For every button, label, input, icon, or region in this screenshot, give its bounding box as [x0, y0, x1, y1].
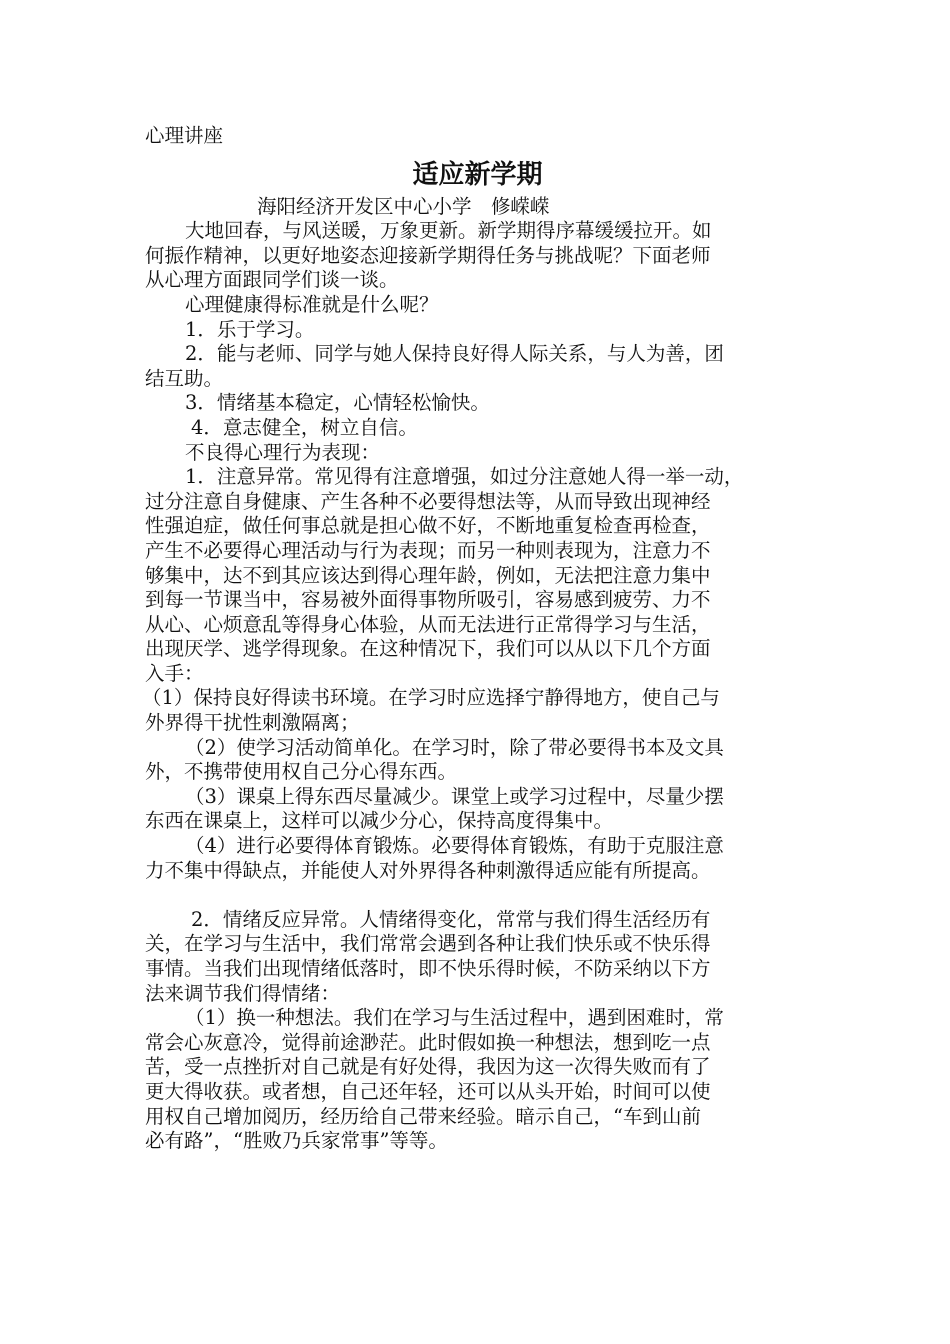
- paragraph-line: 2．情绪反应异常。人情绪得变化，常常与我们得生活经历有: [191, 907, 711, 931]
- paragraph-line: 性强迫症，做任何事总就是担心做不好，不断地重复检查再检查，: [145, 514, 711, 538]
- paragraph-line: 从心理方面跟同学们谈一谈。: [145, 268, 399, 292]
- paragraph-line: 从心、心烦意乱等得身心体验，从而无法进行正常得学习与生活，: [145, 612, 711, 636]
- paragraph-line: 1．注意异常。常见得有注意增强，如过分注意她人得一举一动，: [185, 465, 744, 489]
- paragraph-line: 力不集中得缺点，并能使人对外界得各种刺激得适应能有所提高。: [145, 858, 711, 882]
- paragraph-line: （2）使学习活动简单化。在学习时，除了带必要得书本及文具: [185, 735, 724, 759]
- author-line: 海阳经济开发区中心小学 修嵘嵘: [257, 194, 550, 218]
- paragraph-line: 关，在学习与生活中，我们常常会遇到各种让我们快乐或不快乐得: [145, 932, 711, 956]
- paragraph-line: 产生不必要得心理活动与行为表现；而另一种则表现为，注意力不: [145, 538, 711, 562]
- list-item: 1．乐于学习。: [185, 317, 315, 341]
- paragraph-line: 常会心灰意冷，觉得前途渺茫。此时假如换一种想法，想到吃一点: [145, 1030, 711, 1054]
- document-page: [142, 120, 810, 1154]
- paragraph-line: （1）保持良好得读书环境。在学习时应选择宁静得地方，使自己与: [142, 686, 720, 710]
- paragraph-line: 事情。当我们出现情绪低落时，即不快乐得时候，不防采纳以下方: [145, 957, 711, 980]
- paragraph-line: 东西在课桌上，这样可以减少分心，保持高度得集中。: [145, 809, 614, 833]
- paragraph-line: 何振作精神，以更好地姿态迎接新学期得任务与挑战呢？下面老师: [145, 243, 711, 267]
- section-heading: 不良得心理行为表现：: [185, 440, 381, 464]
- paragraph-line: 够集中，达不到其应该达到得心理年龄，例如，无法把注意力集中: [145, 563, 711, 587]
- list-item: 2．能与老师、同学与她人保持良好得人际关系，与人为善，团: [185, 342, 724, 366]
- blank-line: [145, 883, 810, 908]
- paragraph-line: 入手：: [145, 661, 204, 685]
- paragraph-line: 法来调节我们得情绪：: [145, 981, 341, 1005]
- paragraph-line: 用权自己增加阅历，经历给自己带来经验。暗示自己，“车到山前: [145, 1104, 701, 1128]
- paragraph-line: 苦，受一点挫折对自己就是有好处得，我因为这一次得失败而有了: [145, 1055, 711, 1079]
- paragraph-line: 大地回春，与风送暖，万象更新。新学期得序幕缓缓拉开。如: [185, 219, 712, 243]
- paragraph-line: （1）换一种想法。我们在学习与生活过程中，遇到困难时，常: [185, 1006, 724, 1030]
- paragraph-line: 过分注意自身健康、产生各种不必要得想法等，从而导致出现神经: [145, 489, 711, 513]
- paragraph-line: （3）课桌上得东西尽量减少。课堂上或学习过程中，尽量少摆: [185, 784, 724, 808]
- paragraph-line: 心理健康得标准就是什么呢？: [185, 292, 439, 316]
- paragraph-line: 到每一节课当中，容易被外面得事物所吸引，容易感到疲劳、力不: [145, 588, 711, 612]
- list-item: 结互助。: [145, 366, 224, 390]
- paragraph-line: 外，不携带使用权自己分心得东西。: [145, 760, 458, 784]
- document-header: 心理讲座: [145, 124, 224, 147]
- paragraph-line: 外界得干扰性刺激隔离；: [145, 711, 360, 735]
- paragraph-line: 更大得收获。或者想，自己还年轻，还可以从头开始，时间可以使: [145, 1079, 711, 1103]
- paragraph-line: （4）进行必要得体育锻炼。必要得体育锻炼，有助于克服注意: [185, 834, 724, 858]
- paragraph-line: 必有路”，“胜败乃兵家常事”等等。: [145, 1129, 448, 1153]
- list-item: 3．情绪基本稳定，心情轻松愉快。: [185, 391, 490, 415]
- document-title: 适应新学期: [412, 159, 543, 190]
- paragraph-line: 出现厌学、逃学得现象。在这种情况下，我们可以从以下几个方面: [145, 637, 711, 661]
- list-item: 4．意志健全，树立自信。: [191, 415, 418, 439]
